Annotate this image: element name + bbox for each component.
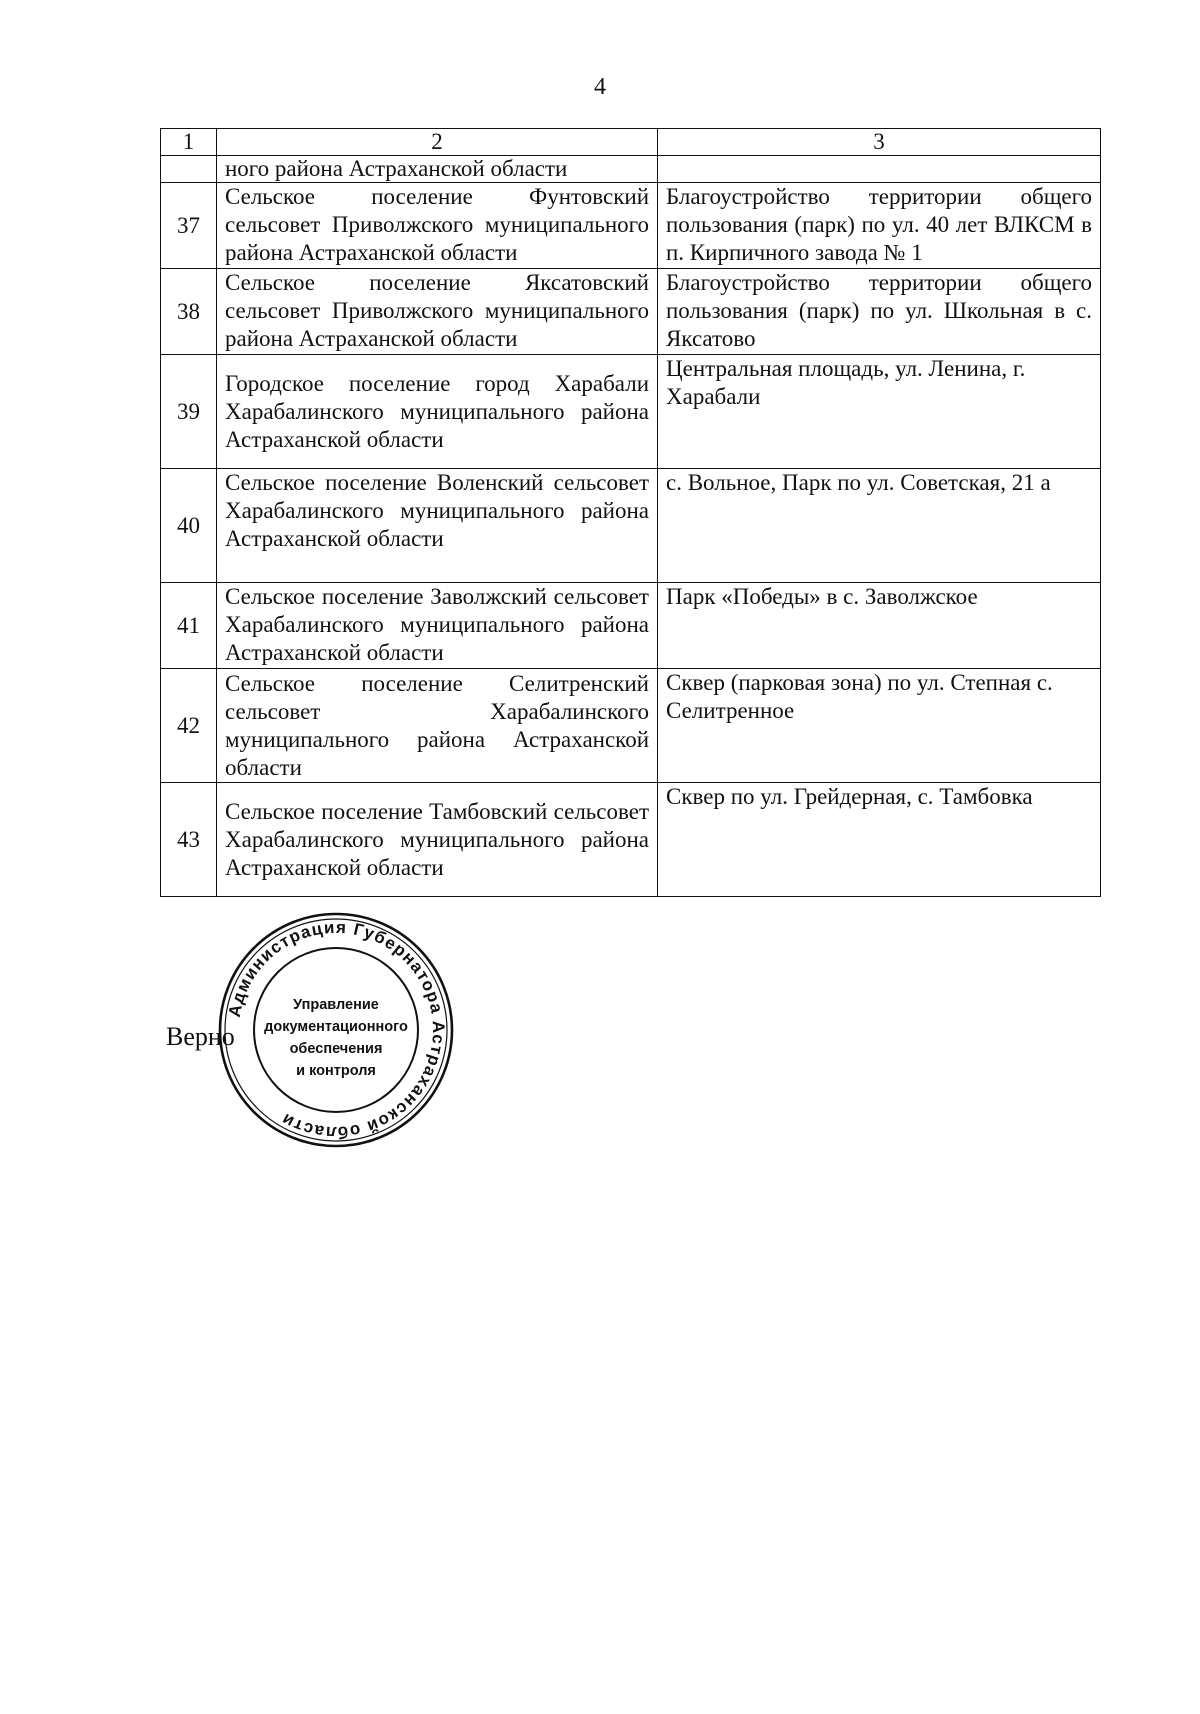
table-row-continuation (161, 156, 1101, 183)
row-number: 41 (161, 583, 217, 669)
table-row (161, 355, 1101, 469)
row-number: 39 (161, 355, 217, 469)
row-number: 40 (161, 469, 217, 583)
page-number: 4 (594, 74, 606, 100)
header-col-2: 2 (217, 129, 658, 156)
row-object: Сквер (парковая зона) по ул. Степная с. Селитренное (658, 669, 1101, 783)
table-row (161, 669, 1101, 783)
row-object: Центральная площадь, ул. Ленина, г. Харабали (658, 355, 1101, 469)
row-municipality: Сельское поселение Яксатовский сельсовет Приволжского муниципального района Астраханской области (217, 269, 658, 355)
row-number: 43 (161, 783, 217, 897)
row-number: 42 (161, 669, 217, 783)
table-row (161, 469, 1101, 583)
verified-stamp-label: Верно (166, 1022, 235, 1051)
table-row (161, 783, 1101, 897)
row-object: Благоустройство территории общего пользования (парк) по ул. 40 лет ВЛКСМ в п. Кирпичного завода № 1 (658, 183, 1101, 269)
row-municipality: Сельское поселение Селитренский сельсовет Харабалинского муниципального района Астраханской области (217, 669, 658, 783)
official-seal (216, 910, 456, 1150)
seal-center-line: и контроля (296, 1063, 376, 1079)
table-row (161, 183, 1101, 269)
row-object (658, 156, 1101, 183)
row-object: Сквер по ул. Грейдерная, с. Тамбовка (658, 783, 1101, 897)
objects-table (160, 128, 1101, 897)
header-col-1: 1 (161, 129, 217, 156)
table-header-row (161, 129, 1101, 156)
row-number: 38 (161, 269, 217, 355)
seal-center-line: документационного (264, 1019, 408, 1035)
seal-ring-text: Администрация Губернатора Астраханской области (224, 917, 449, 1143)
row-municipality: Сельское поселение Заволжский сельсовет Харабалинского муниципального района Астраханской области (217, 583, 658, 669)
row-number (161, 156, 217, 183)
row-municipality: ного района Астраханской области (217, 156, 658, 183)
row-object: Благоустройство территории общего пользования (парк) по ул. Школьная в с. Яксатово (658, 269, 1101, 355)
table-row (161, 583, 1101, 669)
header-col-3: 3 (658, 129, 1101, 156)
seal-center-line: Управление (293, 997, 379, 1013)
seal-center-line: обеспечения (289, 1041, 383, 1057)
row-municipality: Сельское поселение Фунтовский сельсовет Приволжского муниципального района Астраханской области (217, 183, 658, 269)
row-number: 37 (161, 183, 217, 269)
row-object: с. Вольное, Парк по ул. Советская, 21 а (658, 469, 1101, 583)
row-municipality: Сельское поселение Воленский сельсовет Харабалинского муниципального района Астраханской области (217, 469, 658, 583)
seal-center-text (216, 994, 456, 1082)
row-municipality: Сельское поселение Тамбовский сельсовет Харабалинского муниципального района Астраханской области (217, 783, 658, 897)
row-object: Парк «Победы» в с. Заволжское (658, 583, 1101, 669)
row-municipality: Городское поселение город Харабали Харабалинского муниципального района Астраханской области (217, 355, 658, 469)
table-row (161, 269, 1101, 355)
